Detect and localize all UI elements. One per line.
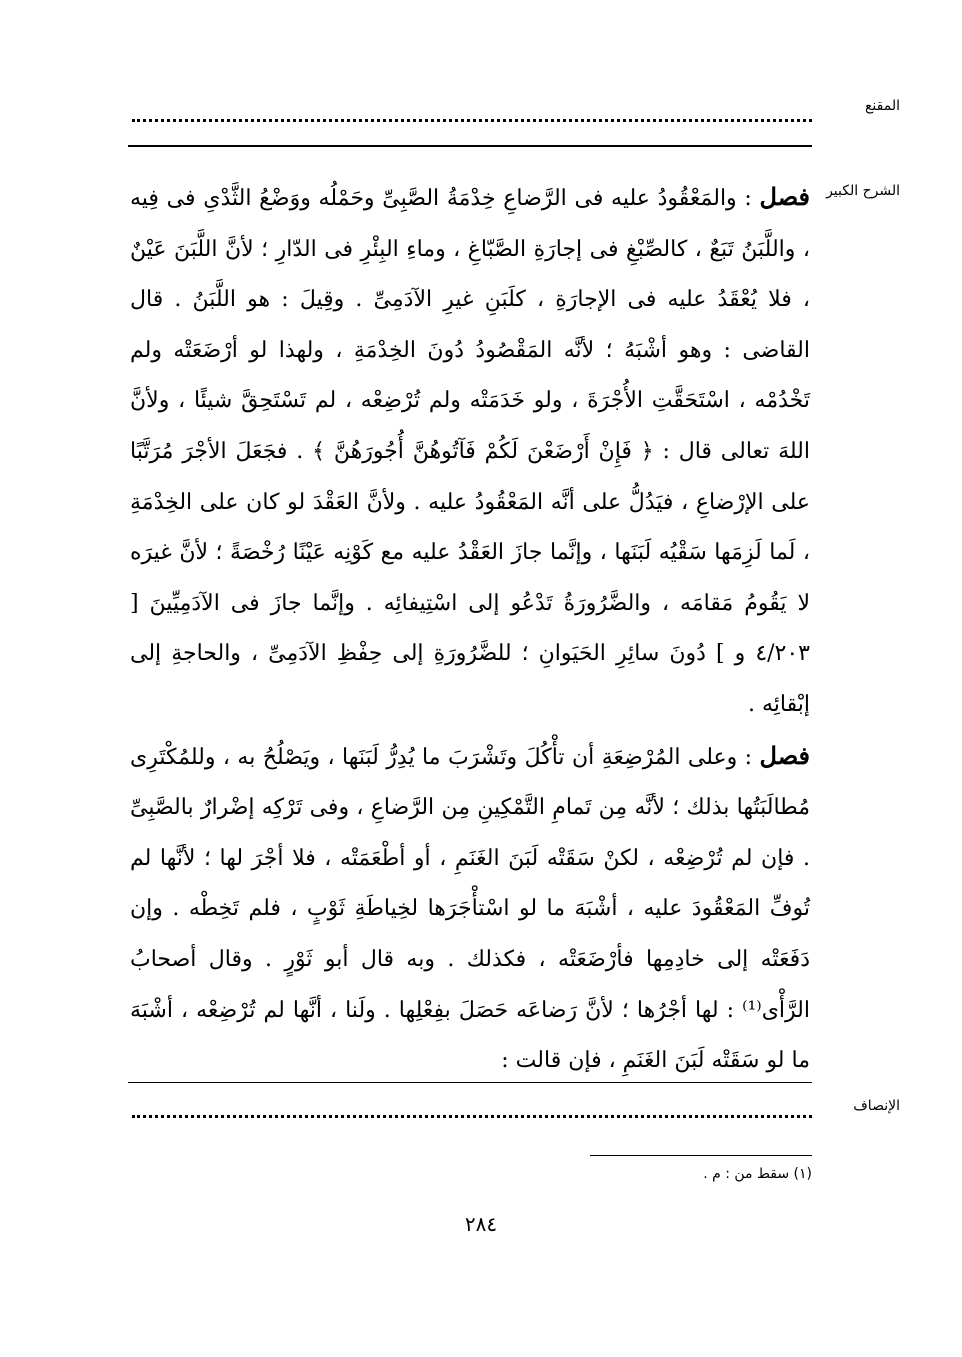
insaf-dotted-line bbox=[132, 1115, 812, 1118]
section-heading: فصل bbox=[759, 182, 810, 211]
section-body: : وعلى المُرْضِعَةِ أن تأْكُلَ وتَشْرَبَ ما يُدِرُّ لَبَنَها ، ويَصْلُحُ به ، وللمُكْتَرِى مُطالَبَتُها بذلك ؛ لأنَّه مِن تَمامِ التَّمْكِينِ مِن الرَّضاعِ ، وفى تَرْكِه إضْرارٌ بالصَّبِىِّ . فإن لم تُرْضِعْه ، لكنْ سَقَتْه لَبَنَ الغَنَمِ ، أو أطْعَمَتْه ، فلا أجْرَ لها ؛ لأنَّها لم تُوفِّ المَعْقُودَ عليه ، أشْبَهَ ما لو اسْتأْجَرَها لخِياطَةِ ثَوْبٍ ، فلم تَخِطْه . وإن دَفَعَتْه إلى خادِمِها فأرْضَعَتْه ، فكذلك . وبه قال أبو ثَوْرٍ . وقال أصحابُ الرَّأْى⁽¹⁾ : لها أجْرُها ؛ لأنَّ رَضاعَه حَصَلَ بفِعْلِها . ولَنا ، أنَّها لم تُرْضِعْه ، أشْبَهَ ما لو سَقَتْه لَبَنَ الغَنَمِ ، فإن قالت : bbox=[130, 744, 811, 1074]
sharh-kabir-label: الشرح الكبير bbox=[826, 183, 900, 199]
almuqni-label: المقنع bbox=[864, 98, 900, 114]
commentary-end-rule bbox=[128, 1082, 812, 1083]
footnote-separator bbox=[590, 1155, 812, 1156]
commentary-text bbox=[130, 172, 810, 1087]
section-heading: فصل bbox=[759, 740, 810, 770]
header-rule bbox=[128, 145, 812, 147]
section-body: : والمَعْقُودُ عليه فى الرَّضاعِ خِدْمَةُ الصَّبِىِّ وحَمْلُه ووَضْعُ الثَّدْىِ فى فِيه ، واللَّبَنُ تَبَعٌ ، كالصِّبْغِ فى إجارَةِ الصَّبّاغِ ، وماءِ البِئْرِ فى الدّارِ ؛ لأنَّ اللَّبَنَ عَيْنٌ ، فلا يُعْقَدُ عليه فى الإجارَةِ ، كلَبَنِ غيرِ الآدَمِىِّ . وقِيلَ : هو اللَّبَنُ . قال القاضى : وهو أشْبَهُ ؛ لأنَّه المَقْصُودُ دُونَ الخِدْمَةِ ، ولهذا لو أرْضَعَتْه ولم تَخْدُمْه ، اسْتَحَقَّتِ الأُجْرَةَ ، ولو خَدَمَتْه ولم تُرْضِعْه ، لم تَسْتَحِقَّ شيئًا ، ولأنَّ اللهَ تعالى قال : ﴿ فَإِنْ أَرْضَعْنَ لَكُمْ فَآتُوهُنَّ أُجُورَهُنَّ ﴾ . فجَعَلَ الأجْرَ مُرَتَّبًا على الإرْضاعِ ، فيَدُلُّ على أنَّه المَعْقُودُ عليه . ولأنَّ العَقْدَ لو كان على الخِدْمَةِ ، لَما لَزِمَها سَقْيُه لَبَنَها ، وإنَّما جازَ العَقْدُ عليه مع كَوْنِه عَيْنًا رُخْصَةً ؛ لأنَّ غيرَه لا يَقُومُ مَقامَه ، والضَّرُورَةُ تَدْعُو إلى اسْتِيفائِه . وإنَّما جازَ فى الآدَمِيِّينَ [ ٤/٢٠٣ و ] دُونَ سائِرِ الحَيَوانِ ؛ للضَّرُورَةِ إلى حِفْظِ الآدَمِىِّ ، والحاجةِ إلى إبْقائِه . bbox=[130, 186, 810, 717]
almuqni-dotted-line bbox=[132, 119, 812, 122]
insaf-label: الإنصاف bbox=[853, 1098, 900, 1114]
footnote: (١) سقط من : م . bbox=[703, 1166, 812, 1182]
page-number: ٢٨٤ bbox=[464, 1212, 498, 1236]
section-paragraph bbox=[130, 172, 810, 731]
section-paragraph bbox=[130, 731, 810, 1087]
